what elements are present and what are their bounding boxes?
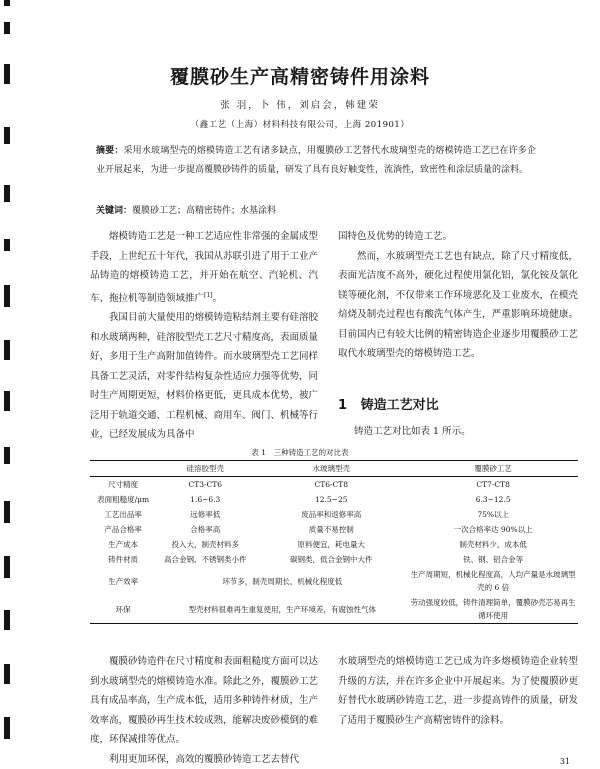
- binding-mark: [4, 0, 10, 6]
- table-row: [90, 537, 578, 552]
- paragraph: 我国目前大量使用的熔模铸造粘结剂主要有硅溶胶和水玻璃两种，硅溶胶型壳工艺尺寸精度高，表面质量好，多用于生产高附加值铸件。而水玻璃型壳工艺同样具备工艺灵活，对零件结构复杂性适应力强等优势，同时生产周期更短，材料价格更低，更具成本优势，被广泛用于轨道交通、工程机械、商用车、阀门、机械等行业，已经发展成为具备中: [90, 308, 318, 445]
- body-column-right: [338, 227, 578, 364]
- table-cell: 高合金钢、不锈钢类小件: [156, 552, 254, 567]
- table-cell: 尺寸精度: [90, 477, 156, 493]
- keywords-text: 覆膜砂工艺；高精密铸件；水基涂料: [132, 206, 276, 216]
- table-row: [90, 567, 578, 595]
- binding-mark: [4, 185, 10, 202]
- abstract-text: 采用水玻璃型壳的熔模铸造工艺有诸多缺点，用覆膜砂工艺替代水玻璃型壳的熔模铸造工艺已在许多企业开展起来，为进一步提高覆膜砂铸件的质量，研发了具有良好触变性，流淌性，致密性和涂层质量的涂料。: [96, 146, 536, 175]
- table-cell: 质量不易控制: [254, 522, 408, 537]
- table-cell: 碳钢类，低合金钢中大件: [254, 552, 408, 567]
- table-cell: 1.6~6.3: [156, 492, 254, 507]
- table-cell: 远修率低: [156, 507, 254, 522]
- table-cell: CT6-CT8: [254, 477, 408, 493]
- binding-mark: [4, 610, 10, 630]
- table-cell: 6.3~12.5: [408, 492, 578, 507]
- citation-ref: [1]: [204, 292, 213, 299]
- table-row: [90, 595, 578, 624]
- section-number: 1: [338, 398, 347, 413]
- section-title: 铸造工艺对比: [361, 398, 439, 413]
- table-cell: 原料便宜，耗电量大: [254, 537, 408, 552]
- table-header-cell: 覆膜砂工艺: [408, 461, 578, 477]
- binding-mark: [4, 340, 10, 360]
- table-cell: 环节多，制壳周期长，机械化程度低: [156, 567, 408, 595]
- author-list: 张 羽，卜 伟，刘启会，韩建荣: [0, 97, 600, 111]
- table-row: [90, 522, 578, 537]
- paragraph: 然而，水玻璃型壳工艺也有缺点，除了尺寸精度低，表面光洁度不高外，硬化过程使用氯化铝，氯化铵及氯化镁等硬化剂，不仅带来工作环境恶化及工业废水，在模壳焙烧及制壳过程也有酸洗气体产生，严重影响环境健康。目前国内已有较大比例的精密铸造企业逐步用覆膜砂工艺取代水玻璃型壳的熔模铸造工艺。: [338, 247, 578, 364]
- binding-mark: [4, 391, 10, 411]
- binding-mark: [4, 22, 10, 34]
- keywords-label: 关键词：: [96, 206, 132, 216]
- abstract: [96, 142, 536, 180]
- paragraph: [90, 227, 318, 308]
- table-cell: 12.5~25: [254, 492, 408, 507]
- table-row: [90, 477, 578, 493]
- table-cell: 生产效率: [90, 567, 156, 595]
- table-cell: 生产成本: [90, 537, 156, 552]
- body-column-right-bottom: [338, 652, 578, 730]
- table-cell: 环保: [90, 595, 156, 624]
- section-intro: 铸造工艺对比如表 1 所示。: [354, 423, 471, 437]
- table-cell: 投入大，制壳材料多: [156, 537, 254, 552]
- binding-mark: [4, 556, 10, 578]
- table-cell: 75%以上: [408, 507, 578, 522]
- page-number: 31: [560, 757, 570, 766]
- binding-mark: [4, 501, 10, 523]
- binding-mark: [4, 664, 10, 684]
- table-caption: 表 1 三种铸造工艺的对比表: [0, 447, 600, 458]
- table-cell: 合格率高: [156, 522, 254, 537]
- table-cell: 工艺出品率: [90, 507, 156, 522]
- table-cell: 制壳材料少，成本低: [408, 537, 578, 552]
- paragraph: 水玻璃型壳的熔模铸造工艺已成为许多熔模铸造企业转型升级的方法，并在许多企业中开展起来。为了使覆膜砂更好替代水玻璃砂铸造工艺，进一步提高铸件的质量，研发了适用于覆膜砂生产高精密铸件的涂料。: [338, 652, 578, 730]
- body-column-left-bottom: [90, 652, 318, 769]
- paragraph: 利用更加环保，高效的覆膜砂铸造工艺去替代: [90, 750, 318, 769]
- section-heading: [338, 394, 439, 413]
- table-row: [90, 492, 578, 507]
- binding-mark: [4, 239, 10, 251]
- table-cell: 产品合格率: [90, 522, 156, 537]
- binding-mark: [4, 717, 10, 739]
- table-cell: 一次合格率达 90%以上: [408, 522, 578, 537]
- comparison-table: [90, 460, 578, 624]
- table-cell: 劳动强度较低，铸件清理简单，覆膜砂壳芯易再生循环使用: [408, 595, 578, 624]
- body-column-left: [90, 227, 318, 445]
- binding-mark: [4, 285, 10, 307]
- abstract-label: 摘要：: [96, 146, 124, 156]
- table-cell: 型壳材料很难再生重复使用，生产环境差，有腐蚀性气体: [156, 595, 408, 624]
- affiliation: （鑫工艺（上海）材料科技有限公司，上海 201901）: [0, 118, 600, 130]
- paragraph-text: 熔模铸造工艺是一种工艺适应性非常强的金属成型手段，上世纪五十年代，我国从苏联引进了用于工业产品铸造的熔模铸造工艺，并开始在航空、汽轮机、汽车、拖拉机等制造领域推广: [90, 231, 318, 304]
- table-cell: 铁、钢、铝合金等: [408, 552, 578, 567]
- table-header-row: [90, 461, 578, 477]
- table-cell: 废品率和返修率高: [254, 507, 408, 522]
- table-header-cell: 硅溶胶型壳: [156, 461, 254, 477]
- paragraph: 国特色及优势的铸造工艺。: [338, 227, 578, 247]
- table-cell: 生产周期短，机械化程度高，人均产量是水玻璃型壳的 6 倍: [408, 567, 578, 595]
- table-row: [90, 552, 578, 567]
- keywords: [96, 203, 536, 216]
- paper-title: 覆膜砂生产高精密铸件用涂料: [0, 62, 600, 89]
- table-header-cell: 水玻璃型壳: [254, 461, 408, 477]
- table-cell: 表面粗糙度/μm: [90, 492, 156, 507]
- table-cell: 铸件材质: [90, 552, 156, 567]
- paragraph: 覆膜砂铸造件在尺寸精度和表面粗糙度方面可以达到水玻璃型壳的熔模铸造水准。除此之外，覆膜砂工艺具有成品率高，生产成本低，适用多种铸件材质，生产效率高，覆膜砂再生技术较成熟，能解决废砂模倒的难度，环保减排等优点。: [90, 652, 318, 750]
- table-cell: CT3-CT6: [156, 477, 254, 493]
- table-row: [90, 507, 578, 522]
- table-cell: CT7-CT8: [408, 477, 578, 493]
- table-header-cell: [90, 461, 156, 477]
- paragraph-tail: 。: [213, 293, 223, 304]
